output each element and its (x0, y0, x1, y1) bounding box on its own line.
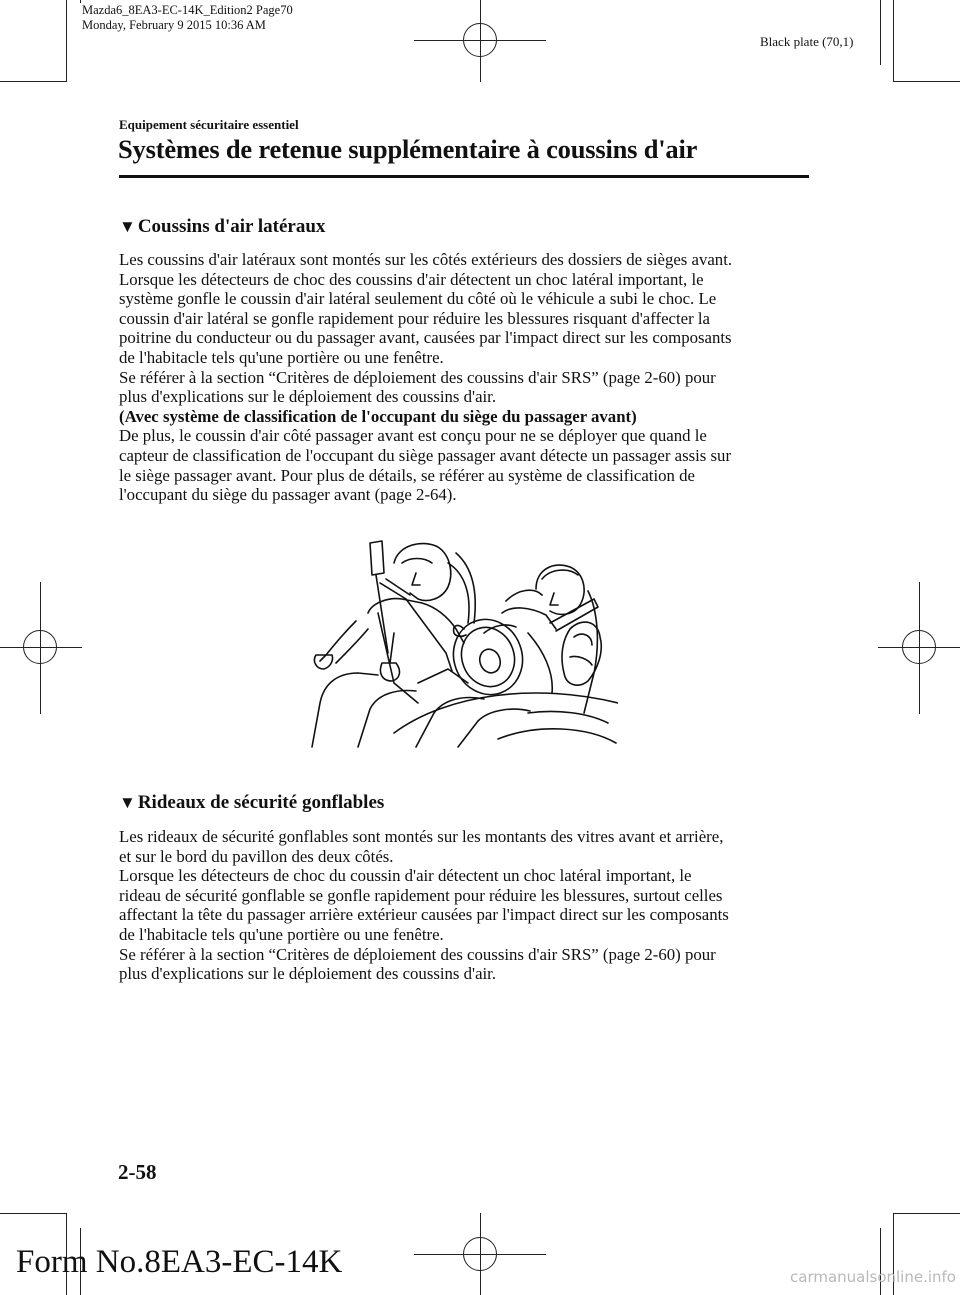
paragraph-line: poitrine du conducteur ou du passager avant, causées par l'impact direct sur les composants (119, 328, 732, 348)
paragraph-line: Se référer à la section “Critères de déploiement des coussins d'air SRS” (page 2-60) pour (119, 367, 716, 387)
paragraph-line: coussin d'air latéral se gonfle rapidement pour réduire les blessures risquant d'affecter la (119, 308, 710, 328)
registration-top-circle (463, 23, 497, 57)
crop-mark-top-right-v2 (880, 0, 881, 65)
print-info-line1: Mazda6_8EA3-EC-14K_Edition2 Page70 (82, 3, 293, 17)
triangle-marker-icon: ▼ (119, 793, 136, 812)
paragraph-line: Lorsque les détecteurs de choc du coussin d'air détectent un choc latéral important, le (119, 866, 692, 886)
print-info (82, 3, 293, 33)
registration-left-circle (23, 630, 57, 664)
title-rule (119, 175, 809, 178)
paragraph-line: Les rideaux de sécurité gonflables sont montés sur les montants des vitres avant et arrière, (119, 827, 724, 846)
crop-mark-top-left-h (0, 81, 66, 82)
classification-subheading: (Avec système de classification de l'occupant du siège du passager avant) (119, 406, 637, 426)
paragraph-line: le siège passager avant. Pour plus de détails, se référer au système de classification de (119, 465, 695, 485)
section-label: Equipement sécuritaire essentiel (119, 117, 299, 132)
curtain-airbags-body (119, 827, 819, 984)
paragraph-line: de l'habitacle tels qu'une portière ou une fenêtre. (119, 924, 444, 944)
paragraph-line: Les coussins d'air latéraux sont montés sur les côtés extérieurs des dossiers de sièges avant. (119, 250, 733, 269)
registration-right-circle (902, 630, 936, 664)
page-title: Systèmes de retenue supplémentaire à coussins d'air (118, 134, 698, 164)
print-info-line2: Monday, February 9 2015 10:36 AM (82, 18, 266, 32)
paragraph-line: capteur de classification de l'occupant du siège passager avant détecte un passager assis sur (119, 445, 732, 465)
paragraph-line: affectant la tête du passager arrière extérieur causées par l'impact direct sur les composants (119, 905, 729, 925)
paragraph-line: système gonfle le coussin d'air latéral seulement du côté où le véhicule a subi le choc. Le (119, 289, 717, 309)
form-number: Form No.8EA3-EC-14K (16, 1244, 343, 1280)
side-airbag-illustration (298, 533, 618, 748)
crop-mark-top-left-v (66, 0, 67, 82)
side-airbags-heading-text: Coussins d'air latéraux (137, 216, 326, 237)
side-airbags-body (119, 250, 819, 505)
paragraph-line: et sur le bord du pavillon des deux côtés. (119, 846, 394, 866)
crop-mark-top-right-h (894, 81, 960, 82)
crop-mark-bottom-left-h (0, 1213, 66, 1214)
paragraph-line: plus d'explications sur le déploiement des coussins d'air. (119, 964, 497, 984)
page-number: 2-58 (118, 1160, 157, 1184)
paragraph-line: De plus, le coussin d'air côté passager avant est conçu pour ne se déployer que quand le (119, 426, 707, 446)
triangle-marker-icon: ▼ (119, 217, 136, 236)
curtain-airbags-heading (119, 792, 384, 814)
crop-mark-top-left-v2 (80, 0, 81, 3)
paragraph-line: l'occupant du siège du passager avant (page 2-64). (119, 485, 457, 505)
paragraph-line: de l'habitacle tels qu'une portière ou une fenêtre. (119, 347, 444, 367)
watermark: carmanualsonline.info (790, 1268, 956, 1286)
crop-mark-top-right-v (893, 0, 894, 82)
side-airbags-heading (119, 216, 325, 238)
curtain-airbags-heading-text: Rideaux de sécurité gonflables (137, 792, 385, 813)
registration-bottom-circle (463, 1237, 497, 1271)
paragraph-line: Se référer à la section “Critères de déploiement des coussins d'air SRS” (page 2-60) pour (119, 944, 716, 964)
paragraph-line: plus d'explications sur le déploiement des coussins d'air. (119, 387, 497, 407)
paragraph-line: rideau de sécurité gonflable se gonfle rapidement pour réduire les blessures, surtout celles (119, 885, 723, 905)
crop-mark-bottom-right-h (894, 1213, 960, 1214)
paragraph-line: Lorsque les détecteurs de choc des coussins d'air détectent un choc latéral important, le (119, 269, 704, 289)
plate-label: Black plate (70,1) (760, 34, 854, 49)
